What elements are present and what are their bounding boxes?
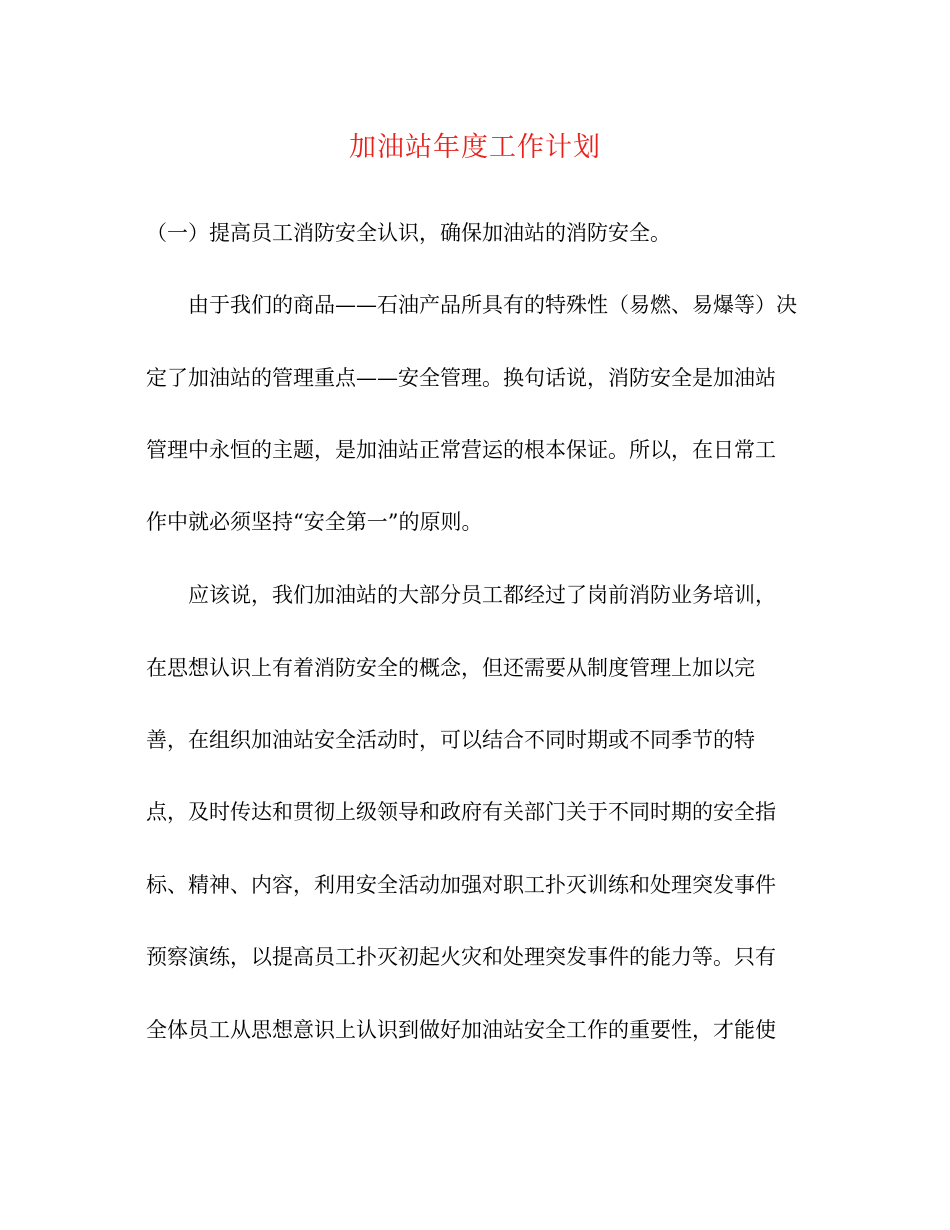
paragraph-line: 预察演练，以提高员工扑灭初起火灾和处理突发事件的能力等。只有 <box>146 945 776 969</box>
paragraph-line: 善，在组织加油站安全活动时，可以结合不同时期或不同季节的特 <box>146 728 755 752</box>
paragraph-line: 在思想认识上有着消防安全的概念，但还需要从制度管理上加以完 <box>146 656 755 680</box>
paragraph-line: 由于我们的商品——石油产品所具有的特殊性（易燃、易爆等）决 <box>188 293 797 317</box>
paragraph-line: 作中就必须坚持“安全第一”的原则。 <box>146 510 483 534</box>
section-heading-line: （一）提高员工消防安全认识，确保加油站的消防安全。 <box>146 221 671 245</box>
paragraph-line: 定了加油站的管理重点——安全管理。换句话说，消防安全是加油站 <box>146 366 776 390</box>
paragraph-line: 应该说，我们加油站的大部分员工都经过了岗前消防业务培训， <box>188 583 776 607</box>
paragraph-line: 点，及时传达和贯彻上级领导和政府有关部门关于不同时期的安全指 <box>146 800 776 824</box>
paragraph-line: 标、精神、内容，利用安全活动加强对职工扑灭训练和处理突发事件 <box>146 873 776 897</box>
document-title: 加油站年度工作计划 <box>349 132 601 163</box>
paragraph-line: 管理中永恒的主题，是加油站正常营运的根本保证。所以，在日常工 <box>146 438 776 462</box>
paragraph-line: 全体员工从思想意识上认识到做好加油站安全工作的重要性，才能使 <box>146 1018 776 1042</box>
